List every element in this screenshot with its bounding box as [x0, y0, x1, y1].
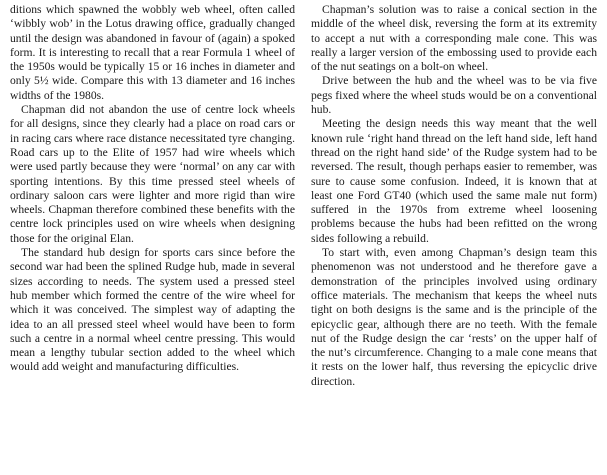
- paragraph-thread-rule: Meeting the design needs this way meant that the well known rule ‘right hand thread on the left hand side, left hand thread on the right hand side’ of the Rudge system had to be reversed. The result, though perhaps easier to remember, was sure to cause some confusion. Indeed, it is known that at least one Ford GT40 (which used the same male nut form) suffered in the 1970s from extreme wheel loosening problems because the hubs had been refitted on the wrong sides following a rebuild.: [311, 117, 597, 245]
- paragraph-centre-lock-wheels: Chapman did not abandon the use of centre lock wheels for all designs, since they clearly had a place on road cars or in racing cars where race distance necessitated tyre changing. Road cars up to the Elite of 1957 had wire wheels which were used partly because they were ‘normal’ on any car with sporting intentions. By this time pressed steel wheels of ordinary saloon cars were lighter and more rigid than wire wheels. Chapman therefore combined these benefits with the centre lock principles used on wire wheels when designing those for the original Elan.: [10, 103, 295, 245]
- paragraph-wheel-history: ditions which spawned the wobbly web wheel, often called ‘wibbly wob’ in the Lotus drawing office, gradually changed until the design was abandoned in favour of (again) a spoked form. It is interesting to recall that a rear Formula 1 wheel of the 1950s would be typically 15 or 16 inches in diameter and only 5½ wide. Compare this with 13 diameter and 16 inches widths of the 1980s.: [10, 3, 295, 102]
- paragraph-rudge-hub: The standard hub design for sports cars since before the second war had been the splined Rudge hub, made in several sizes according to needs. The system used a pressed steel hub member which formed the centre of the wire wheel for which it was conceived. The simplest way of adapting the idea to an all pressed steel wheel would have been to form such a centre in a normal wheel centre pressing. This would mean a lengthy tubular section added to the wheel which would add weight and manufacturing difficulties.: [10, 246, 295, 374]
- paragraph-epicyclic-principle: To start with, even among Chapman’s design team this phenomenon was not understood and he therefore gave a demonstration of the principles involved using ordinary office materials. The mechanism that keeps the wheel nuts tight on both designs is the same and is the principle of the epicyclic gear, although there are no teeth. With the female nut of the Rudge design the car ‘rests’ on the upper half of the nut’s circumference. Changing to a male cone means that it rests on the lower half, thus reversing the epicyclic drive direction.: [311, 246, 597, 388]
- left-text-column: [10, 3, 295, 375]
- paragraph-drive-pegs: Drive between the hub and the wheel was to be via five pegs fixed where the wheel studs would be on a conventional hub.: [311, 74, 597, 117]
- paragraph-chapman-solution: Chapman’s solution was to raise a conical section in the middle of the wheel disk, reversing the form at its extremity to accept a nut with a corresponding male cone. This was really a larger version of the embossing used to provide each of the nut seatings on a bolt-on wheel.: [311, 3, 597, 74]
- right-text-column: [311, 3, 597, 389]
